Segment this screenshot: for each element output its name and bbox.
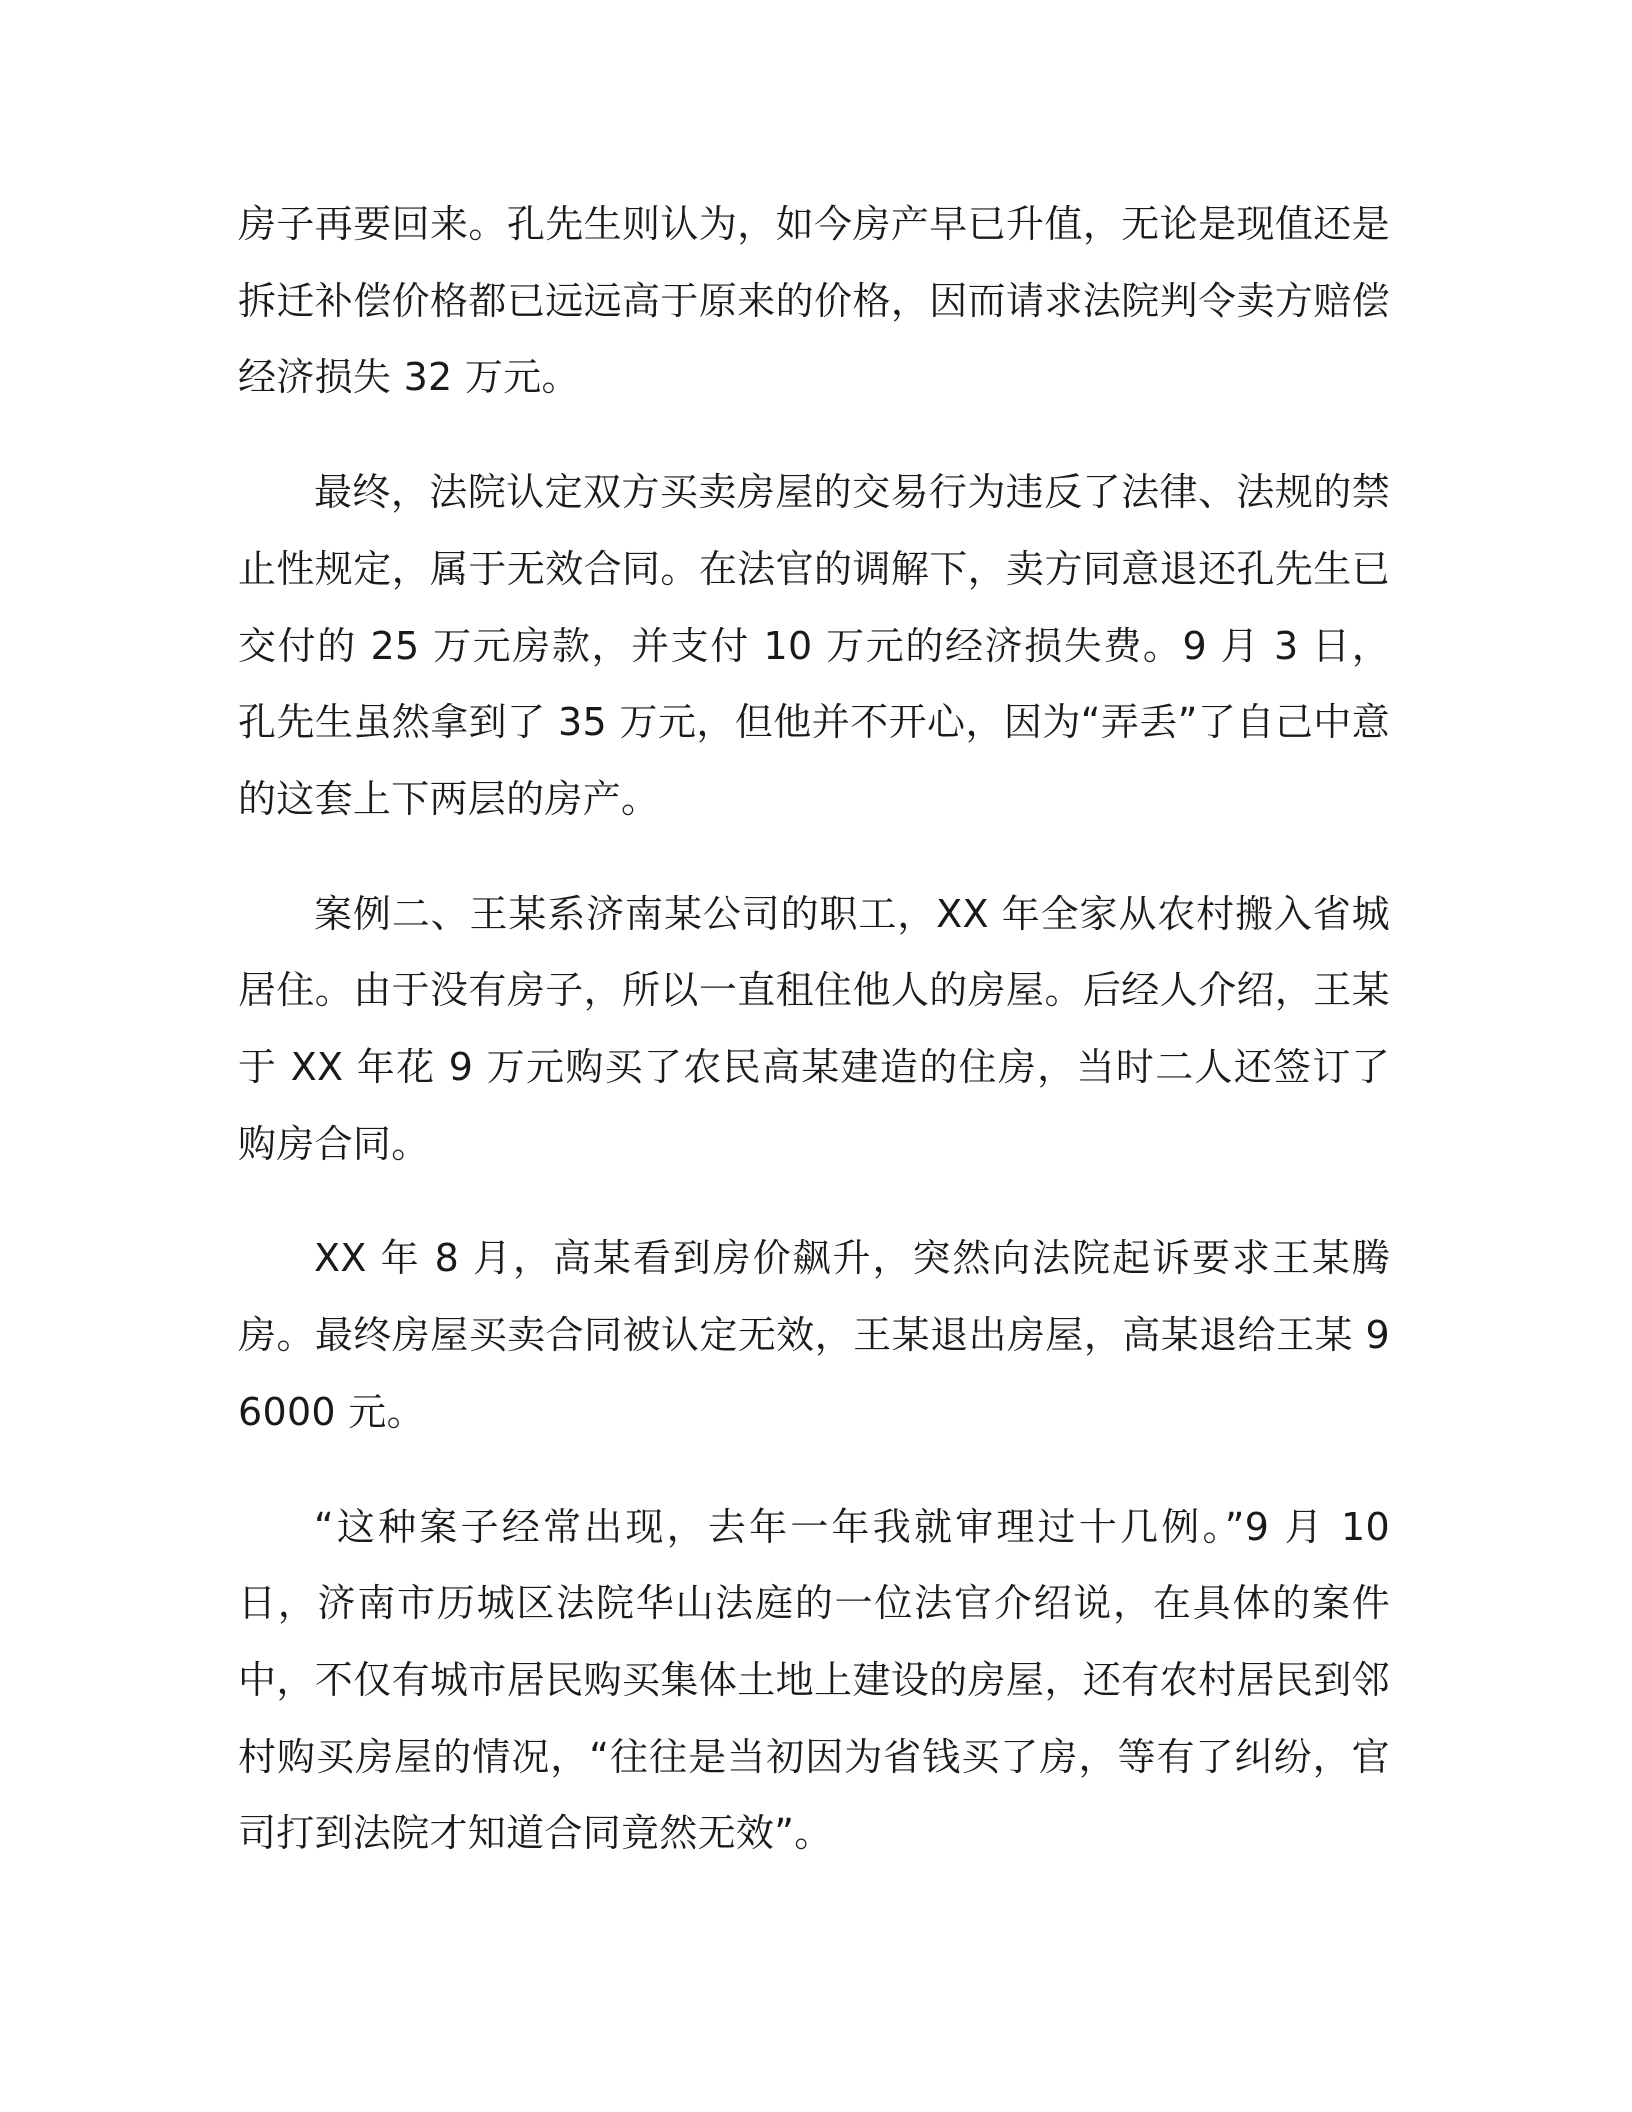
paragraph-3: 案例二、王某系济南某公司的职工，XX 年全家从农村搬入省城居住。由于没有房子，所以一直租住他人的房屋。后经人介绍，王某于 XX 年花 9 万元购买了农民高某建造的住房，当时二人还签订了购房合同。 — [238, 891, 1390, 1166]
document-body — [238, 186, 1390, 1910]
paragraph-2: 最终，法院认定双方买卖房屋的交易行为违反了法律、法规的禁止性规定，属于无效合同。在法官的调解下，卖方同意退还孔先生已交付的 25 万元房款，并支付 10 万元的经济损失费。9 月 3 日，孔先生虽然拿到了 35 万元，但他并不开心，因为“弄丢”了自己中意的这套上下两层的房产。 — [238, 470, 1390, 821]
paragraph-5: “这种案子经常出现，去年一年我就审理过十几例。”9 月 10 日，济南市历城区法院华山法庭的一位法官介绍说，在具体的案件中，不仅有城市居民购买集体土地上建设的房屋，还有农村居民到邻村购买房屋的情况，“往往是当初因为省钱买了房，等有了纠纷，官司打到法院才知道合同竟然无效”。 — [238, 1504, 1390, 1856]
paragraph-1: 房子再要回来。孔先生则认为，如今房产早已升值，无论是现值还是拆迁补偿价格都已远远高于原来的价格，因而请求法院判令卖方赔偿经济损失 32 万元。 — [238, 202, 1390, 400]
paragraph-4: XX 年 8 月，高某看到房价飙升，突然向法院起诉要求王某腾房。最终房屋买卖合同被认定无效，王某退出房屋，高某退给王某 96000 元。 — [238, 1236, 1390, 1434]
